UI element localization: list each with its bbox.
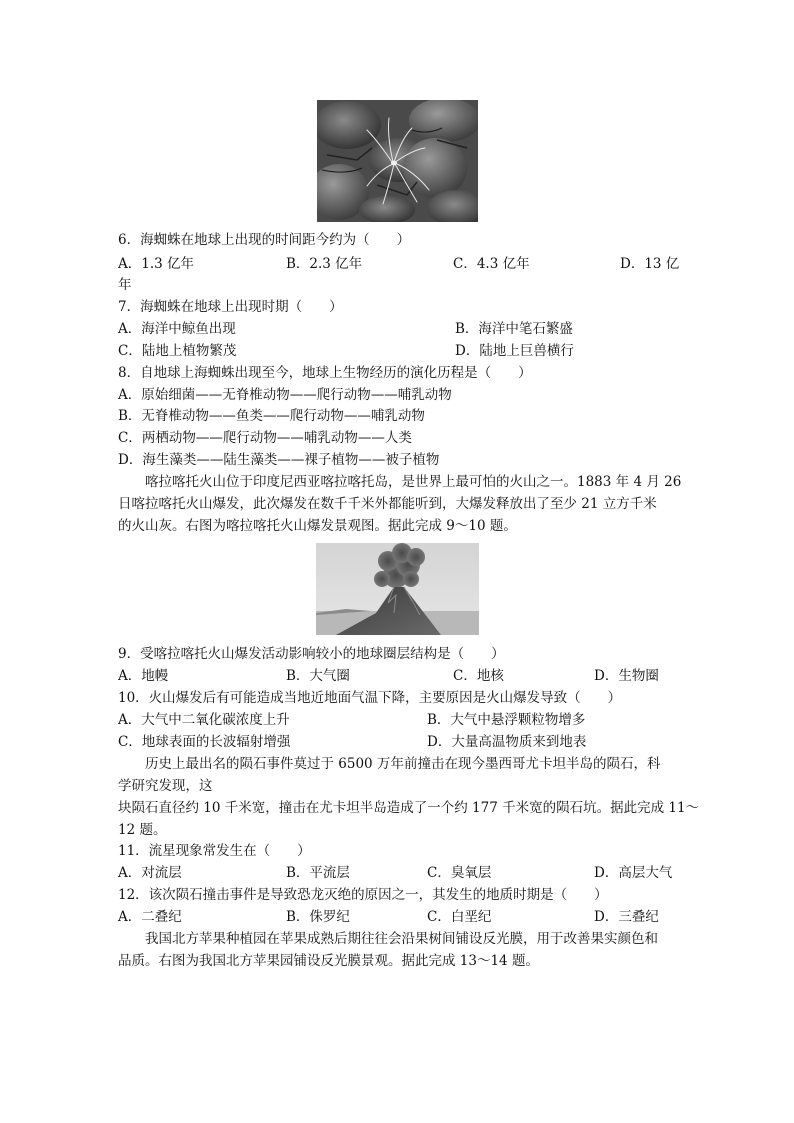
q9-option-a: A．地幔 <box>118 668 169 684</box>
q8-option-a: A．原始细菌——无脊椎动物——爬行动物——哺乳动物 <box>118 387 452 403</box>
q10-option-a: A．大气中二氧化碳浓度上升 <box>118 712 290 728</box>
q12-option-b: B．侏罗纪 <box>286 909 350 925</box>
volcano-eruption-photo-graphic <box>316 543 479 635</box>
q11-stem: 11．流星现象常发生在（ ） <box>118 843 311 859</box>
q12-option-a: A．二叠纪 <box>118 909 182 925</box>
meteorite-passage-line-2: 学研究发现，这 <box>118 778 213 794</box>
volcano-eruption-photo <box>316 543 479 635</box>
q7-option-a: A．海洋中鲸鱼出现 <box>118 321 236 337</box>
q11-option-a: A．对流层 <box>118 865 182 881</box>
q9-option-d: D．生物圈 <box>594 668 659 684</box>
apple-passage-line-1: 我国北方苹果种植园在苹果成熟后期往往会沿果树间铺设反光膜，用于改善果实颜色和 <box>145 931 658 947</box>
volcano-passage-line-1: 喀拉喀托火山位于印度尼西亚喀拉喀托岛，是世界上最可怕的火山之一。1883 年 4 月 26 <box>145 474 682 490</box>
q6-option-d-wrap: 年 <box>118 277 132 293</box>
meteorite-passage-line-3: 块陨石直径约 10 千米宽，撞击在尤卡坦半岛造成了一个约 177 千米宽的陨石坑。据此完成 11～ <box>118 800 700 816</box>
q6-option-a: A．1.3 亿年 <box>118 256 195 272</box>
q12-option-c: C．白垩纪 <box>427 909 492 925</box>
q9-option-b: B．大气圈 <box>286 668 350 684</box>
q10-option-c: C．地球表面的长波辐射增强 <box>118 734 291 750</box>
q10-stem: 10．火山爆发后有可能造成当地近地面气温下降，主要原因是火山爆发导致（ ） <box>118 690 622 706</box>
q7-option-c: C．陆地上植物繁茂 <box>118 343 237 359</box>
q8-option-d: D．海生藻类——陆生藻类——裸子植物——被子植物 <box>118 452 440 468</box>
volcano-passage-line-2: 日喀拉喀托火山爆发，此次爆发在数千千米外都能听到，大爆发释放出了至少 21 立方千米 <box>118 496 657 512</box>
apple-passage-line-2: 品质。右图为我国北方苹果园铺设反光膜景观。据此完成 13～14 题。 <box>118 953 539 969</box>
q6-stem: 6．海蜘蛛在地球上出现的时间距今约为（ ） <box>118 232 411 248</box>
meteorite-passage-line-1: 历史上最出名的陨石事件莫过于 6500 万年前撞击在现今墨西哥尤卡坦半岛的陨石，科 <box>145 756 661 772</box>
q10-option-b: B．大气中悬浮颗粒物增多 <box>427 712 586 728</box>
q6-option-c: C．4.3 亿年 <box>453 256 530 272</box>
meteorite-passage-line-4: 12 题。 <box>118 822 167 838</box>
sea-spider-photo-graphic <box>317 100 478 222</box>
q8-stem: 8．自地球上海蜘蛛出现至今，地球上生物经历的演化历程是（ ） <box>118 365 532 381</box>
q12-stem: 12．该次陨石撞击事件是导致恐龙灭绝的原因之一，其发生的地质时期是（ ） <box>118 887 608 903</box>
q11-option-c: C．臭氧层 <box>427 865 492 881</box>
q9-option-c: C．地核 <box>453 668 504 684</box>
q8-option-c: C．两栖动物——爬行动物——哺乳动物——人类 <box>118 430 412 446</box>
sea-spider-photo <box>317 100 478 222</box>
q10-option-d: D．大量高温物质来到地表 <box>427 734 587 750</box>
q12-option-d: D．三叠纪 <box>594 909 659 925</box>
q11-option-b: B．平流层 <box>286 865 350 881</box>
volcano-passage-line-3: 的火山灰。右图为喀拉喀托火山爆发景观图。据此完成 9～10 题。 <box>118 518 517 534</box>
q6-option-b: B．2.3 亿年 <box>286 256 363 272</box>
q7-stem: 7．海蜘蛛在地球上出现时期（ ） <box>118 299 343 315</box>
q9-stem: 9．受喀拉喀托火山爆发活动影响较小的地球圈层结构是（ ） <box>118 646 505 662</box>
q7-option-b: B．海洋中笔石繁盛 <box>455 321 573 337</box>
q7-option-d: D．陆地上巨兽横行 <box>455 343 574 359</box>
q11-option-d: D．高层大气 <box>594 865 673 881</box>
q6-option-d: D．13 亿 <box>620 256 680 272</box>
q8-option-b: B．无脊椎动物——鱼类——爬行动物——哺乳动物 <box>118 408 425 424</box>
